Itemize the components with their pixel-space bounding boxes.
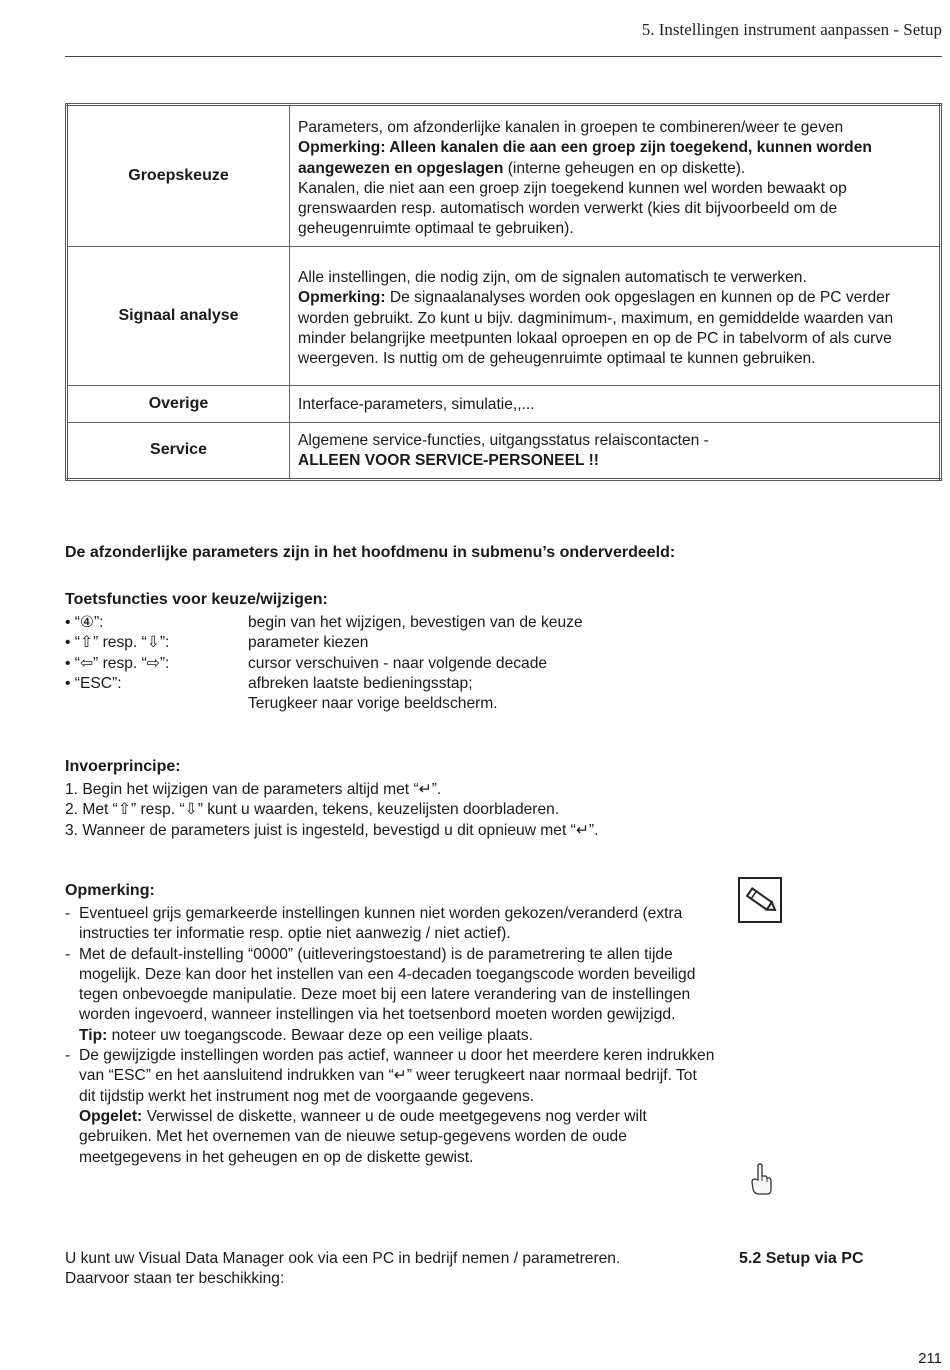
pencil-note-icon bbox=[738, 877, 782, 923]
list-item bbox=[65, 674, 583, 694]
warning-bold: ALLEEN VOOR SERVICE-PERSONEEL !! bbox=[298, 452, 599, 470]
dash-bullet: - bbox=[65, 945, 71, 963]
list-item bbox=[65, 1046, 715, 1168]
header-divider bbox=[65, 56, 942, 57]
page-number: 211 bbox=[918, 1350, 942, 1367]
table-row bbox=[67, 105, 941, 247]
submenu-heading: De afzonderlijke parameters zijn in het hoofdmenu in submenu’s onderverdeeld: bbox=[65, 544, 676, 561]
pointing-hand-icon bbox=[750, 1163, 772, 1195]
remark-text: De gewijzigde instellingen worden pas actief, wanneer u door het meerdere keren indrukken van “ESC” en het aansluitend indrukken van “↵” weer terugkeert naar normaal bedrijf. Tot dit tijdstip werkt het instrument nog met de voorgaande gegevens. bbox=[79, 1047, 715, 1105]
remark-block bbox=[79, 945, 715, 1046]
key-functions-list bbox=[65, 613, 583, 714]
dash-bullet: - bbox=[65, 1047, 71, 1065]
principle-heading: Invoerprincipe: bbox=[65, 758, 181, 775]
principle-steps bbox=[65, 780, 598, 841]
remarks-list bbox=[65, 904, 715, 1168]
list-item: 2. Met “⇧” resp. “⇩” kunt u waarden, tekens, keuzelijsten doorbladeren. bbox=[65, 801, 560, 819]
list-item: 1. Begin het wijzigen van de parameters altijd met “↵”. bbox=[65, 781, 442, 798]
warning-text: Verwissel de diskette, wanneer u de oude meetgegevens nog verder wilt gebruiken. Met het overnemen van de nieuwe setup-gegevens worden de oude meetgegevens in het geheugen en op de diskette gewist. bbox=[79, 1107, 647, 1166]
row-description bbox=[290, 422, 941, 479]
key-label: • “④”: bbox=[65, 614, 104, 631]
dash-bullet: - bbox=[65, 905, 71, 922]
paragraph-line: U kunt uw Visual Data Manager ook via een PC in bedrijf nemen / parametreren. bbox=[65, 1250, 621, 1267]
key-description: afbreken laatste bedieningsstap; bbox=[248, 674, 473, 692]
description-text: (interne geheugen en op diskette). bbox=[503, 159, 746, 177]
row-label-groepskeuze: Groepskeuze bbox=[67, 105, 290, 247]
table-row bbox=[67, 385, 941, 422]
list-item bbox=[65, 613, 583, 633]
row-description: Interface-parameters, simulatie,,... bbox=[290, 385, 941, 422]
list-item bbox=[65, 654, 583, 674]
remark-text: Eventueel grijs gemarkeerde instellingen kunnen niet worden gekozen/veranderd (extra instructies ter informatie resp. optie niet aanwezig / niet actief). bbox=[79, 905, 683, 943]
list-item bbox=[65, 694, 583, 714]
description-text: Algemene service-functies, uitgangsstatus relaiscontacten - bbox=[298, 431, 709, 449]
table-row bbox=[67, 246, 941, 385]
remark-block bbox=[79, 1046, 715, 1168]
description-text: De signaalanalyses worden ook opgeslagen en kunnen op de PC verder worden gebruikt. Zo kunt u bijv. dagminimum-, maximum, en gemiddelde waarden van minder belangrijke meetpunten lokaal oproepen en op de PC in tabelvorm of als curve weergeven. Is nuttig om de geheugenruimte optimaal te kunnen gebruiken. bbox=[298, 289, 894, 368]
paragraph-line: Daarvoor staan ter beschikking: bbox=[65, 1270, 285, 1288]
description-text: Parameters, om afzonderlijke kanalen in groepen te combineren/weer te geven bbox=[298, 119, 844, 136]
section-side-heading: 5.2 Setup via PC bbox=[739, 1250, 864, 1267]
key-description: Terugkeer naar vorige beeldscherm. bbox=[248, 695, 498, 713]
warning-label: Opgelet: bbox=[79, 1107, 143, 1125]
row-description bbox=[290, 246, 941, 385]
list-item: 3. Wanneer de parameters juist is ingesteld, bevestigd u dit opnieuw met “↵”. bbox=[65, 821, 599, 839]
remarks-heading: Opmerking: bbox=[65, 882, 155, 899]
row-description bbox=[290, 105, 941, 247]
key-label bbox=[65, 694, 248, 714]
row-label-overige: Overige bbox=[67, 385, 290, 422]
key-description: begin van het wijzigen, bevestigen van de keuze bbox=[248, 614, 583, 631]
menu-categories-table bbox=[65, 103, 942, 481]
key-label: • “⇦” resp. “⇨”: bbox=[65, 654, 170, 672]
table-row bbox=[67, 422, 941, 479]
key-description: parameter kiezen bbox=[248, 634, 369, 652]
page-header-title: 5. Instellingen instrument aanpassen - Setup bbox=[641, 20, 942, 39]
key-label: • “ESC”: bbox=[65, 674, 122, 692]
keys-heading: Toetsfuncties voor keuze/wijzigen: bbox=[65, 591, 328, 608]
row-label-service: Service bbox=[67, 422, 290, 479]
list-item bbox=[65, 945, 715, 1046]
remark-bold: Opmerking: bbox=[298, 289, 386, 307]
key-label: • “⇧” resp. “⇩”: bbox=[65, 634, 170, 652]
remark-bold: Opmerking: Alleen kanalen die aan een groep zijn toegekend, kunnen worden aangewezen en opgeslagen bbox=[298, 139, 872, 177]
list-item bbox=[65, 633, 583, 653]
row-label-signaal-analyse: Signaal analyse bbox=[67, 246, 290, 385]
tip-label: Tip: bbox=[79, 1026, 108, 1044]
description-text: Kanalen, die niet aan een groep zijn toegekend kunnen wel worden bewaakt op grenswaarden resp. automatisch worden verwerkt (kies dit bijvoorbeeld om de geheugenruimte optimaal te gebruiken). bbox=[298, 179, 847, 238]
list-item bbox=[65, 904, 715, 945]
key-description: cursor verschuiven - naar volgende decade bbox=[248, 654, 548, 672]
setup-via-pc-text bbox=[65, 1249, 620, 1290]
tip-text: noteer uw toegangscode. Bewaar deze op een veilige plaats. bbox=[107, 1026, 533, 1044]
description-text: Alle instellingen, die nodig zijn, om de signalen automatisch te verwerken. bbox=[298, 269, 807, 287]
remark-text: Met de default-instelling “0000” (uitleveringstoestand) is de parametrering te allen tijde mogelijk. Deze kan door het instellen van een 4-decaden toegangscode worden beveiligd tegen onbevoegde manipulatie. Deze moet bij een latere verandering van de instellingen worden ingevoerd, wanneer instellingen via het toetsenbord moeten worden gewijzigd. bbox=[79, 945, 696, 1024]
